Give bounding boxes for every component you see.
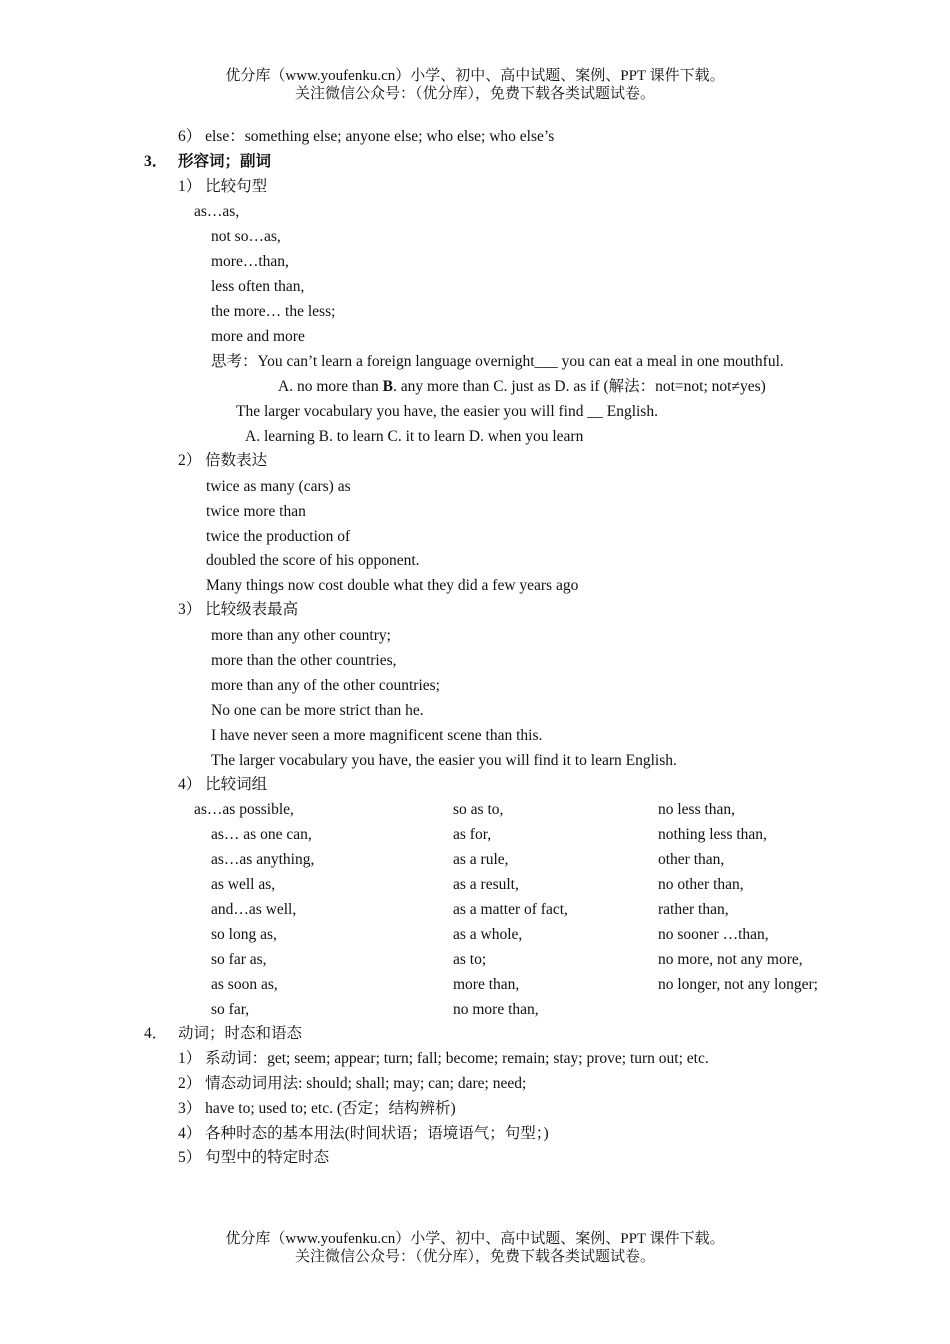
phrase-col1: as…as anything, — [211, 851, 315, 868]
superlative-expression: No one can be more strict than he. — [211, 702, 424, 719]
footer-line-1: 优分库（www.youfenku.cn）小学、初中、高中试题、案例、PPT 课件下载。 — [225, 1231, 725, 1247]
phrase-col3: nothing less than, — [658, 826, 767, 843]
comparison-pattern: less often than, — [211, 278, 305, 295]
item-6-else: 6） else：something else; anyone else; who else; who else’s — [178, 128, 555, 145]
option-rest: . any more than C. just as D. as if (解法：not=not; not≠yes) — [392, 378, 766, 395]
verb-topic: 1） 系动词：get; seem; appear; turn; fall; become; remain; stay; prove; turn out; etc. — [178, 1050, 709, 1067]
verb-topic: 2） 情态动词用法: should; shall; may; can; dare; need; — [178, 1075, 527, 1092]
superlative-expression: more than any of the other countries; — [211, 677, 440, 694]
comparison-pattern: not so…as, — [211, 228, 281, 245]
header-line-2: 关注微信公众号：（优分库），免费下载各类试题试卷。 — [294, 86, 655, 102]
subsection-3-1-title: 1） 比较句型 — [178, 178, 268, 195]
phrase-col3: rather than, — [658, 901, 729, 918]
phrase-col1: as soon as, — [211, 976, 278, 993]
section-4-number: 4． — [144, 1025, 168, 1042]
verb-topic: 4） 各种时态的基本用法(时间状语；语境语气；句型；) — [178, 1125, 549, 1142]
subsection-3-4-title: 4） 比较词组 — [178, 776, 268, 793]
phrase-col1: so long as, — [211, 926, 277, 943]
verb-topic: 5） 句型中的特定时态 — [178, 1149, 330, 1166]
phrase-col2: so as to, — [453, 801, 504, 818]
question-2-options: A. learning B. to learn C. it to learn D. when you learn — [245, 428, 584, 445]
phrase-col2: as a matter of fact, — [453, 901, 568, 918]
option-a: A. no more than — [278, 378, 383, 395]
verb-topic: 3） have to; used to; etc. (否定；结构辨析) — [178, 1100, 456, 1117]
phrase-col3: no more, not any more, — [658, 951, 803, 968]
multiple-expression: twice the production of — [206, 528, 351, 545]
section-3-title: 形容词；副词 — [178, 153, 272, 170]
multiple-expression: Many things now cost double what they did a few years ago — [206, 577, 579, 594]
superlative-expression: more than any other country; — [211, 627, 391, 644]
option-b-letter: B — [382, 378, 393, 395]
multiple-expression: twice more than — [206, 503, 306, 520]
multiple-expression: twice as many (cars) as — [206, 478, 351, 495]
question-2: The larger vocabulary you have, the easier you will find __ English. — [236, 403, 658, 420]
comparison-pattern: more and more — [211, 328, 305, 345]
think-question: 思考：You can’t learn a foreign language overnight___ you can eat a meal in one mouthful. — [211, 353, 784, 370]
phrase-col2: as a result, — [453, 876, 519, 893]
footer-line-2: 关注微信公众号：（优分库），免费下载各类试题试卷。 — [294, 1249, 655, 1265]
phrase-col3: no other than, — [658, 876, 744, 893]
phrase-col3: other than, — [658, 851, 725, 868]
phrase-col3: no less than, — [658, 801, 736, 818]
phrase-col2: as for, — [453, 826, 492, 843]
phrase-col1: so far as, — [211, 951, 267, 968]
phrase-col2: as a rule, — [453, 851, 509, 868]
superlative-expression: I have never seen a more magnificent scene than this. — [211, 727, 543, 744]
phrase-col2: more than, — [453, 976, 520, 993]
phrase-col2: as a whole, — [453, 926, 523, 943]
comparison-pattern: the more… the less; — [211, 303, 336, 320]
phrase-col1: as… as one can, — [211, 826, 312, 843]
section-3-number: 3． — [144, 153, 168, 170]
phrase-col3: no sooner …than, — [658, 926, 769, 943]
subsection-3-2-title: 2） 倍数表达 — [178, 452, 268, 469]
phrase-col2: no more than, — [453, 1001, 539, 1018]
phrase-col1: and…as well, — [211, 901, 297, 918]
section-4-title: 动词；时态和语态 — [178, 1025, 303, 1042]
subsection-3-3-title: 3） 比较级表最高 — [178, 601, 299, 618]
superlative-expression: more than the other countries, — [211, 652, 397, 669]
comparison-pattern: more…than, — [211, 253, 289, 270]
superlative-expression: The larger vocabulary you have, the easier you will find it to learn English. — [211, 752, 677, 769]
phrase-col2: as to; — [453, 951, 487, 968]
phrase-col1: as…as possible, — [194, 801, 294, 818]
phrase-col1: as well as, — [211, 876, 276, 893]
phrase-col1: so far, — [211, 1001, 250, 1018]
phrase-col3: no longer, not any longer; — [658, 976, 818, 993]
comparison-pattern: as…as, — [194, 203, 240, 220]
header-line-1: 优分库（www.youfenku.cn）小学、初中、高中试题、案例、PPT 课件下载。 — [225, 68, 725, 84]
multiple-expression: doubled the score of his opponent. — [206, 552, 420, 569]
think-question-options — [278, 377, 766, 397]
